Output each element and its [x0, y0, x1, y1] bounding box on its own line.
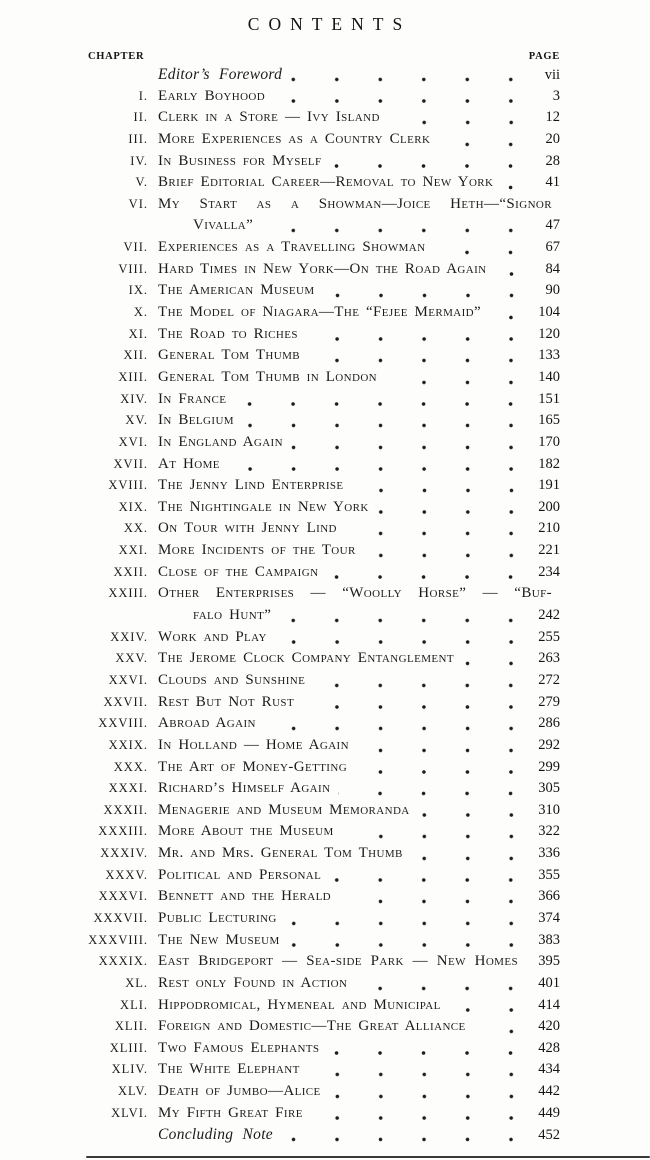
toc-entry: [68, 347, 560, 369]
chapter-numeral: XIX.: [118, 499, 148, 514]
chapter-title: Two Famous Elephants: [158, 1039, 320, 1056]
toc-entry: [68, 823, 560, 845]
toc-entry-line: [68, 780, 560, 802]
toc-entry: [68, 802, 560, 824]
chapter-numeral: II.: [133, 110, 148, 125]
toc-entry-line: [68, 629, 560, 651]
toc-entry: [68, 1061, 560, 1083]
toc-entry: [68, 542, 560, 564]
chapter-numeral: XLV.: [117, 1084, 148, 1099]
dot-leader: [433, 239, 524, 261]
dot-leader: [302, 694, 524, 716]
page-number: 3: [552, 87, 560, 104]
page-number: 67: [545, 239, 560, 256]
chapter-numeral: XLII.: [114, 1019, 148, 1034]
dot-leader: [418, 802, 524, 824]
dot-leader: [327, 1040, 524, 1062]
toc-entry-line: [68, 975, 560, 997]
toc-entry: [68, 282, 560, 304]
dot-leader: [323, 282, 525, 304]
page-number: 395: [538, 953, 560, 970]
toc-entry: [68, 153, 560, 175]
chapter-title-continued: Vivalla”: [193, 217, 254, 234]
toc-entry-line: [68, 1040, 560, 1062]
toc-entry-line: [68, 737, 560, 759]
dot-leader: [313, 672, 524, 694]
chapter-numeral: VII.: [123, 240, 148, 255]
page-number: 442: [538, 1083, 560, 1100]
chapter-numeral: XXI.: [118, 543, 148, 558]
chapter-title: Clouds and Sunshine: [158, 671, 306, 688]
chapter-title: The New Museum: [158, 931, 280, 948]
toc-entry: [68, 304, 560, 326]
chapter-title: Rest But Not Rust: [158, 693, 295, 710]
chapter-numeral: XX.: [123, 521, 148, 536]
chapter-numeral: XIV.: [120, 391, 148, 406]
dot-leader: [242, 412, 524, 434]
page-number: 355: [538, 866, 560, 883]
page-number: 28: [545, 152, 560, 169]
chapter-numeral: XXXIX.: [98, 954, 148, 969]
page-number: 414: [538, 996, 560, 1013]
page-number: 255: [538, 628, 560, 645]
toc-list: [68, 66, 560, 1148]
dot-leader: [279, 607, 524, 629]
chapter-numeral: XXXV.: [105, 867, 148, 882]
toc-entry: [68, 932, 560, 954]
toc-entry-line: [68, 174, 560, 196]
dot-leader: [355, 975, 524, 997]
dot-leader: [329, 867, 524, 889]
toc-entry: [68, 88, 560, 110]
toc-entry-line: [68, 1083, 560, 1105]
chapter-title: Political and Personal: [158, 866, 322, 883]
chapter-title: In Holland — Home Again: [158, 736, 349, 753]
toc-entry-line-continued: [68, 607, 560, 629]
chapter-title: General Tom Thumb: [158, 347, 301, 364]
chapter-title: Experiences as a Travelling Showman: [158, 239, 426, 256]
toc-entry-line: [68, 585, 560, 607]
page-number: 374: [538, 909, 560, 926]
chapter-title: Editor’s Foreword: [158, 66, 283, 83]
chapter-title: In Business for Myself: [158, 152, 322, 169]
toc-entry-line: [68, 131, 560, 153]
chapter-title: In France: [158, 390, 227, 407]
chapter-numeral: XXVI.: [108, 672, 148, 687]
toc-entry: [68, 477, 560, 499]
chapter-title: Bennett and the Herald: [158, 888, 332, 905]
chapter-numeral: III.: [128, 131, 148, 146]
chapter-numeral: XXXVIII.: [88, 932, 148, 947]
toc-entry-line: [68, 326, 560, 348]
toc-entry: [68, 672, 560, 694]
dot-leader: [385, 369, 524, 391]
toc-entry-line: [68, 845, 560, 867]
chapter-numeral: XXII.: [113, 564, 148, 579]
page-number: 299: [538, 758, 560, 775]
dot-leader: [357, 737, 524, 759]
dot-leader: [275, 629, 524, 651]
toc-entry: [68, 326, 560, 348]
toc-entry: [68, 1105, 560, 1127]
page-number: 322: [538, 823, 560, 840]
page-number: 151: [538, 390, 560, 407]
toc-entry: [68, 131, 560, 153]
page-number: 210: [538, 520, 560, 537]
dot-leader: [462, 650, 524, 672]
chapter-title: More Experiences as a Country Clerk: [158, 130, 431, 147]
dot-leader: [326, 564, 524, 586]
dot-leader: [288, 932, 524, 954]
dot-leader: [438, 131, 524, 153]
toc-entry: [68, 953, 560, 975]
chapter-title: The Jenny Lind Enterprise: [158, 477, 344, 494]
page-number: 292: [538, 736, 560, 753]
chapter-title: Concluding Note: [158, 1126, 273, 1144]
chapter-numeral: XXX.: [113, 759, 148, 774]
page-number: 336: [538, 845, 560, 862]
chapter-numeral: XXXI.: [108, 781, 148, 796]
toc-entry-line: [68, 196, 560, 218]
dot-leader: [306, 326, 524, 348]
dot-leader: [495, 261, 524, 283]
chapter-title: The Art of Money-Getting: [158, 758, 348, 775]
page-number: 41: [545, 174, 560, 191]
toc-entry-line: [68, 477, 560, 499]
chapter-title: Foreign and Domestic—The Great Alliance: [158, 1018, 466, 1035]
chapter-title: Abroad Again: [158, 715, 256, 732]
dot-leader: [342, 823, 524, 845]
toc-entry-line: [68, 499, 560, 521]
dot-leader: [388, 109, 524, 131]
page-number: 383: [538, 931, 560, 948]
toc-entry: [68, 174, 560, 196]
toc-entry: [68, 585, 560, 628]
toc-entry: [68, 391, 560, 413]
chapter-title: On Tour with Jenny Lind: [158, 520, 337, 537]
chapter-numeral: X.: [133, 305, 148, 320]
dot-leader: [338, 780, 524, 802]
chapter-numeral: XXV.: [115, 651, 148, 666]
chapter-title: At Home: [158, 455, 220, 472]
chapter-numeral: XXVIII.: [98, 716, 148, 731]
chapter-numeral: XVII.: [113, 456, 148, 471]
toc-entry: [68, 369, 560, 391]
toc-entry: [68, 759, 560, 781]
chapter-title: Hard Times in New York—On the Road Again: [158, 260, 487, 277]
page-number: 170: [538, 433, 560, 450]
toc-entry-line-continued: [68, 217, 560, 239]
toc-entry-line: [68, 953, 560, 975]
page-number: 191: [538, 477, 560, 494]
toc-entry: [68, 499, 560, 521]
page-number: 12: [545, 109, 560, 126]
toc-entry-line: [68, 239, 560, 261]
toc-entry-line: [68, 564, 560, 586]
toc-entry-line: [68, 997, 560, 1019]
toc-entry-line: [68, 456, 560, 478]
chapter-title: The Road to Riches: [158, 325, 298, 342]
toc-entry-line: [68, 910, 560, 932]
dot-leader: [449, 997, 524, 1019]
dot-leader: [501, 174, 524, 196]
toc-entry: [68, 997, 560, 1019]
chapter-title: Death of Jumbo—Alice: [158, 1083, 321, 1100]
page-number: 140: [538, 368, 560, 385]
toc-entry: [68, 1126, 560, 1148]
chapter-numeral: IV.: [130, 153, 148, 168]
toc-entry: [68, 66, 560, 88]
toc-entry: [68, 520, 560, 542]
toc-entry-line: [68, 1126, 560, 1148]
dot-leader: [355, 759, 524, 781]
dot-leader: [339, 888, 524, 910]
dot-leader: [352, 477, 524, 499]
chapter-title: Close of the Campaign: [158, 563, 319, 580]
chapter-title: Brief Editorial Career—Removal to New York: [158, 174, 494, 191]
chapter-numeral: XIII.: [118, 369, 148, 384]
dot-leader: [290, 66, 524, 88]
column-headers: [68, 51, 560, 63]
dot-leader: [345, 520, 524, 542]
chapter-title: In Belgium: [158, 412, 234, 429]
toc-entry: [68, 780, 560, 802]
page-number: 90: [545, 282, 560, 299]
dot-leader: [364, 542, 524, 564]
toc-entry-line: [68, 261, 560, 283]
chapter-title: Mr. and Mrs. General Tom Thumb: [158, 845, 403, 862]
toc-entry: [68, 456, 560, 478]
toc-entry: [68, 109, 560, 131]
toc-entry: [68, 737, 560, 759]
chapter-title: In England Again: [158, 433, 283, 450]
chapter-numeral: XXXII.: [103, 802, 148, 817]
toc-entry: [68, 1083, 560, 1105]
toc-entry: [68, 1040, 560, 1062]
chapter-title: Richard’s Himself Again: [158, 780, 331, 797]
toc-entry: [68, 845, 560, 867]
toc-entry: [68, 261, 560, 283]
toc-entry-line: [68, 542, 560, 564]
toc-entry: [68, 650, 560, 672]
toc-entry: [68, 867, 560, 889]
toc-entry: [68, 888, 560, 910]
dot-leader: [228, 456, 524, 478]
chapter-numeral: XXIX.: [108, 737, 148, 752]
chapter-title: The White Elephant: [158, 1061, 300, 1078]
chapter-title: Early Boyhood: [158, 87, 266, 104]
toc-entry-line: [68, 109, 560, 131]
dot-leader: [311, 1105, 524, 1127]
toc-entry: [68, 715, 560, 737]
chapter-numeral: XII.: [123, 348, 148, 363]
chapter-numeral: VI.: [128, 196, 148, 211]
toc-entry-line: [68, 802, 560, 824]
toc-entry-line: [68, 282, 560, 304]
page-number: 263: [538, 650, 560, 667]
dot-leader: [285, 910, 524, 932]
chapter-numeral: XLIII.: [109, 1040, 148, 1055]
chapter-numeral: XI.: [128, 326, 148, 341]
chapter-numeral: XXIV.: [110, 629, 148, 644]
toc-entry-line: [68, 823, 560, 845]
page-title: CONTENTS: [247, 14, 412, 34]
toc-entry: [68, 434, 560, 456]
page-number: 84: [545, 260, 560, 277]
chapter-numeral: XXVII.: [103, 694, 148, 709]
chapter-numeral: XVI.: [118, 434, 148, 449]
scan-edge-artifact: [86, 1156, 650, 1158]
chapter-numeral: XXXVI.: [98, 889, 148, 904]
chapter-title: The American Museum: [158, 282, 315, 299]
chapter-numeral: XXXVII.: [93, 910, 148, 925]
dot-leader: [261, 217, 524, 239]
chapter-numeral: IX.: [128, 283, 148, 298]
toc-entry: [68, 196, 560, 239]
dot-leader: [329, 153, 524, 175]
page-number: 428: [538, 1039, 560, 1056]
toc-entry-line: [68, 66, 560, 88]
toc-entry-line: [68, 153, 560, 175]
toc-entry-line: [68, 715, 560, 737]
toc-entry-line: [68, 391, 560, 413]
toc-entry: [68, 1018, 560, 1040]
chapter-numeral: XXXIII.: [98, 824, 148, 839]
page-number: 182: [538, 455, 560, 472]
toc-entry-line: [68, 88, 560, 110]
chapter-title: Clerk in a Store — Ivy Island: [158, 109, 380, 126]
toc-entry: [68, 694, 560, 716]
toc-entry-line: [68, 434, 560, 456]
toc-entry-line: [68, 932, 560, 954]
chapter-title: Rest only Found in Action: [158, 974, 348, 991]
chapter-numeral: V.: [135, 175, 148, 190]
page-number: 272: [538, 671, 560, 688]
chapter-title: Public Lecturing: [158, 909, 277, 926]
page-number: 434: [538, 1061, 560, 1078]
page-number: 286: [538, 715, 560, 732]
chapter-numeral: XXXIV.: [100, 846, 148, 861]
page-number: 242: [538, 607, 560, 624]
toc-entry-line: [68, 520, 560, 542]
page-number: 133: [538, 347, 560, 364]
toc-entry-line: [68, 1018, 560, 1040]
toc-entry: [68, 629, 560, 651]
toc-entry: [68, 564, 560, 586]
page-number: 221: [538, 542, 560, 559]
page-number: 20: [545, 130, 560, 147]
chapter-title: The Nightingale in New York: [158, 498, 369, 515]
page-number: 165: [538, 412, 560, 429]
chapter-numeral: VIII.: [118, 261, 148, 276]
dot-leader: [377, 499, 524, 521]
toc-entry-line: [68, 759, 560, 781]
chapter-title: My Start as a Showman—Joice Heth—“Signor: [158, 195, 552, 212]
toc-entry-line: [68, 888, 560, 910]
page-number: 104: [538, 304, 560, 321]
dot-leader: [273, 88, 524, 110]
dot-leader: [234, 391, 524, 413]
page-number: 234: [538, 563, 560, 580]
toc-entry-line: [68, 694, 560, 716]
chapter-numeral: I.: [138, 88, 148, 103]
page-number: 366: [538, 888, 560, 905]
chapter-title: My Fifth Great Fire: [158, 1104, 303, 1121]
toc-entry: [68, 239, 560, 261]
page-number: 120: [538, 325, 560, 342]
dot-leader: [308, 1061, 524, 1083]
chapter-column-label: CHAPTER: [88, 51, 145, 62]
chapter-title: The Model of Niagara—The “Fejee Mermaid”: [158, 304, 482, 321]
chapter-numeral: XLIV.: [111, 1062, 148, 1077]
page-number: 310: [538, 801, 560, 818]
page-number: 47: [545, 217, 560, 234]
dot-leader: [489, 304, 524, 326]
dot-leader: [411, 845, 524, 867]
chapter-title: Hippodromical, Hymeneal and Municipal: [158, 996, 441, 1013]
dot-leader: [308, 347, 524, 369]
dot-leader: [291, 434, 524, 456]
chapter-numeral: XLVI.: [111, 1105, 148, 1120]
toc-entry-line: [68, 412, 560, 434]
dot-leader: [281, 1126, 524, 1148]
toc-entry-line: [68, 1061, 560, 1083]
toc-entry-line: [68, 347, 560, 369]
chapter-title: East Bridgeport — Sea-side Park — New Homes: [158, 953, 518, 970]
toc-entry-line: [68, 867, 560, 889]
chapter-title: The Jerome Clock Company Entanglement: [158, 650, 454, 667]
toc-entry-line: [68, 304, 560, 326]
page-number: 449: [538, 1104, 560, 1121]
chapter-title: General Tom Thumb in London: [158, 368, 378, 385]
chapter-title: Work and Play: [158, 628, 267, 645]
page-number: 279: [538, 693, 560, 710]
toc-entry: [68, 975, 560, 997]
page-number: vii: [544, 67, 560, 83]
chapter-title: Other Enterprises — “Woolly Horse” — “Buf-: [158, 585, 552, 602]
toc-entry-line: [68, 650, 560, 672]
chapter-numeral: XL.: [125, 975, 148, 990]
chapter-title-continued: falo Hunt”: [193, 607, 272, 624]
chapter-title: More Incidents of the Tour: [158, 542, 356, 559]
chapter-numeral: XLI.: [120, 997, 148, 1012]
toc-entry-line: [68, 369, 560, 391]
dot-leader: [264, 715, 524, 737]
toc-entry: [68, 910, 560, 932]
page-number: 401: [538, 974, 560, 991]
chapter-numeral: XV.: [125, 413, 148, 428]
page-number: 452: [538, 1127, 560, 1144]
chapter-title: More About the Museum: [158, 823, 334, 840]
toc-entry-line: [68, 672, 560, 694]
dot-leader: [329, 1083, 524, 1105]
page-number: 305: [538, 780, 560, 797]
chapter-numeral: XVIII.: [108, 478, 148, 493]
dot-leader: [474, 1018, 524, 1040]
page-number: 420: [538, 1018, 560, 1035]
chapter-numeral: XXIII.: [108, 586, 148, 601]
page-column-label: PAGE: [528, 51, 560, 62]
toc-entry: [68, 412, 560, 434]
page-number: 200: [538, 498, 560, 515]
chapter-title: Menagerie and Museum Memoranda: [158, 801, 410, 818]
toc-entry-line: [68, 1105, 560, 1127]
